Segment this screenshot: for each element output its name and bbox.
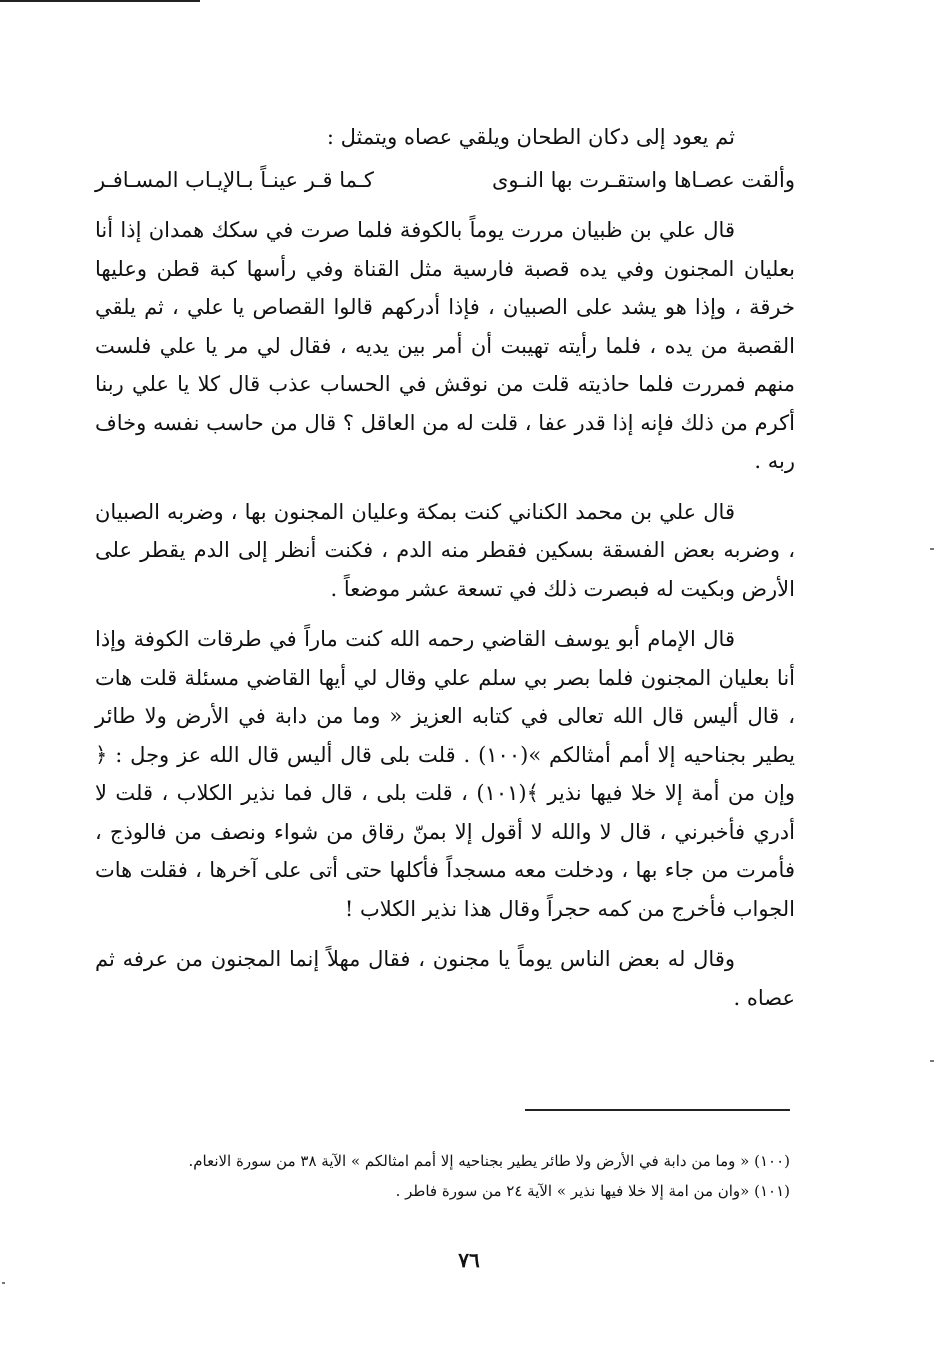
paragraph-ali-bin-muhammad: قال علي بن محمد الكناني كنت بمكة وعليان المجنون بها ، وضربه الصبيان ، وضربه بعض الفسقة بسكين فقطر منه الدم ، فكنت أنظر إلى الدم يقطر على الأرض وبكيت له فبصرت ذلك في تسعة عشر موضعاً .	[95, 499, 795, 601]
scan-mark	[930, 548, 934, 550]
poetry-verse	[95, 161, 795, 200]
top-edge-rule	[0, 0, 200, 2]
page-number: ٧٦	[458, 1248, 480, 1272]
main-text	[95, 118, 795, 1017]
paragraph-abu-yusuf: قال الإمام أبو يوسف القاضي رحمه الله كنت ماراً في طرقات الكوفة وإذا أنا بعليان المجنون فلما بصر بي سلم علي وقال لي أيها القاضي مسئلة قلت هات ، قال أليس قال الله تعالى في كتابه العزيز « وما من دابة في الأرض ولا طائر يطير بجناحيه إلا أمم أمثالكم »(١٠٠) . قلت بلى قال أليس قال الله عز وجل : ﴿ وإن من أمة إلا خلا فيها نذير ﴾(١٠١) ، قلت بلى ، قال فما نذير الكلاب ، قلت لا أدري فأخبرني ، قال لا والله لا أقول إلا بمنّ رقاق من شواء ونصف من فالوذج ، فأمرت من جاء بها ، ودخلت معه مسجداً فأكلها حتى أتى على آخرها ، فقلت هات الجواب فأخرج من كمه حجراً وقال هذا نذير الكلاب !	[95, 627, 795, 921]
footnote-100: (١٠٠) « وما من دابة في الأرض ولا طائر يطير بجناحيه إلا أمم امثالكم » الآية ٣٨ من سورة الانعام.	[188, 1152, 790, 1170]
footnotes	[110, 1146, 790, 1206]
footnote-separator	[525, 1109, 790, 1111]
scan-mark	[2, 1282, 5, 1284]
scan-mark	[930, 1060, 934, 1062]
intro-line: ثم يعود إلى دكان الطحان ويلقي عصاه ويتمثل :	[326, 125, 735, 149]
paragraph-closing: وقال له بعض الناس يوماً يا مجنون ، فقال مهلاً إنما المجنون من عرفه ثم عصاه .	[95, 947, 795, 1010]
paragraph-ali-bin-zabyan: قال علي بن ظبيان مررت يوماً بالكوفة فلما صرت في سكك همدان إذا أنا بعليان المجنون وفي يده قصبة فارسية مثل القناة وفي رأسها كبة قطن وعليها خرقة ، وإذا هو يشد على الصبيان ، فإذا أدركهم قالوا القصاص يا علي ، ثم يلقي القصبة من يده ، فلما رأيته تهيبت أن أمر بين يديه ، فقال لي مر يا علي فلست منهم فمررت فلما حاذيته قلت من نوقش في الحساب عذب قال كلا يا علي ربنا أكرم من ذلك فإنه إذا قدر عفا ، قلت له من العاقل ؟ قال من حاسب نفسه وخاف ربه .	[95, 218, 795, 473]
verse-second-hemistich: كـما قـر عينـاً بـالإيـاب المسـافـر	[95, 167, 374, 192]
verse-first-hemistich: وألقت عصـاها واستقـرت بها النـوى	[491, 167, 795, 192]
footnote-101: (١٠١) «وان من امة إلا خلا فيها نذير » الآية ٢٤ من سورة فاطر .	[395, 1182, 790, 1200]
